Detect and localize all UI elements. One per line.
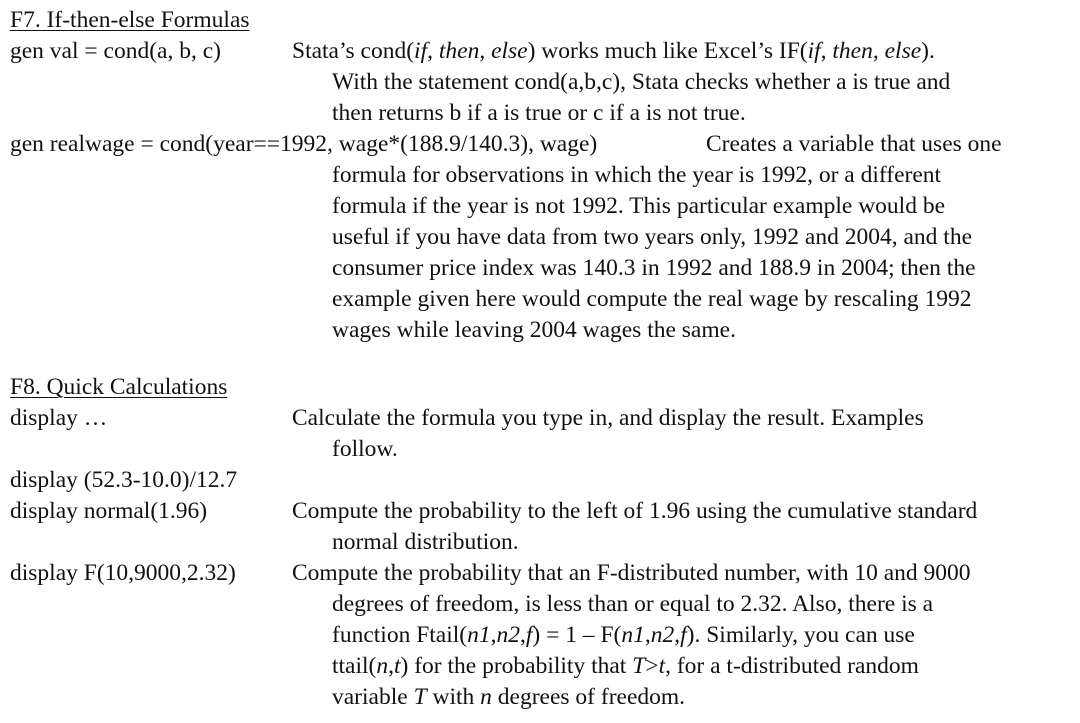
description-line: Calculate the formula you type in, and display the result. Examples [292,405,924,431]
command-gen-realwage: gen realwage = cond(year==1992, wage*(188.9/140.3), wage) [10,131,598,157]
description-line: With the statement cond(a,b,c), Stata checks whether a is true and [332,69,951,95]
description-line: Stata’s cond(if, then, else) works much like Excel’s IF(if, then, else). [292,38,935,64]
description-line: formula for observations in which the year is 1992, or a different [332,162,942,188]
description-line: Creates a variable that uses one [706,131,1002,157]
description-line: consumer price index was 140.3 in 1992 and 188.9 in 2004; then the [332,255,976,281]
section-heading-f7: F7. If-then-else Formulas [10,7,250,33]
command-display-f: display F(10,9000,2.32) [10,560,236,586]
command-gen-val: gen val = cond(a, b, c) [10,38,221,64]
description-line: example given here would compute the real wage by rescaling 1992 [332,286,972,312]
description-line: degrees of freedom, is less than or equal to 2.32. Also, there is a [332,591,934,617]
description-line: follow. [332,436,398,462]
description-line: variable T with n degrees of freedom. [332,684,686,710]
section-heading-f8: F8. Quick Calculations [10,374,228,400]
description-line: Compute the probability to the left of 1.96 using the cumulative standard [292,498,978,524]
description-line: function Ftail(n1,n2,f) = 1 – F(n1,n2,f). Similarly, you can use [332,622,915,648]
description-line: then returns b if a is true or c if a is not true. [332,100,746,126]
description-line: normal distribution. [332,529,519,555]
description-line: ttail(n,t) for the probability that T>t, for a t-distributed random [332,653,919,679]
command-display-normal: display normal(1.96) [10,498,208,524]
command-display-arith: display (52.3-10.0)/12.7 [10,467,238,493]
command-display: display … [10,405,108,431]
description-line: useful if you have data from two years only, 1992 and 2004, and the [332,224,972,250]
description-line: formula if the year is not 1992. This particular example would be [332,193,946,219]
description-line: wages while leaving 2004 wages the same. [332,317,736,343]
description-line: Compute the probability that an F-distributed number, with 10 and 9000 [292,560,971,586]
